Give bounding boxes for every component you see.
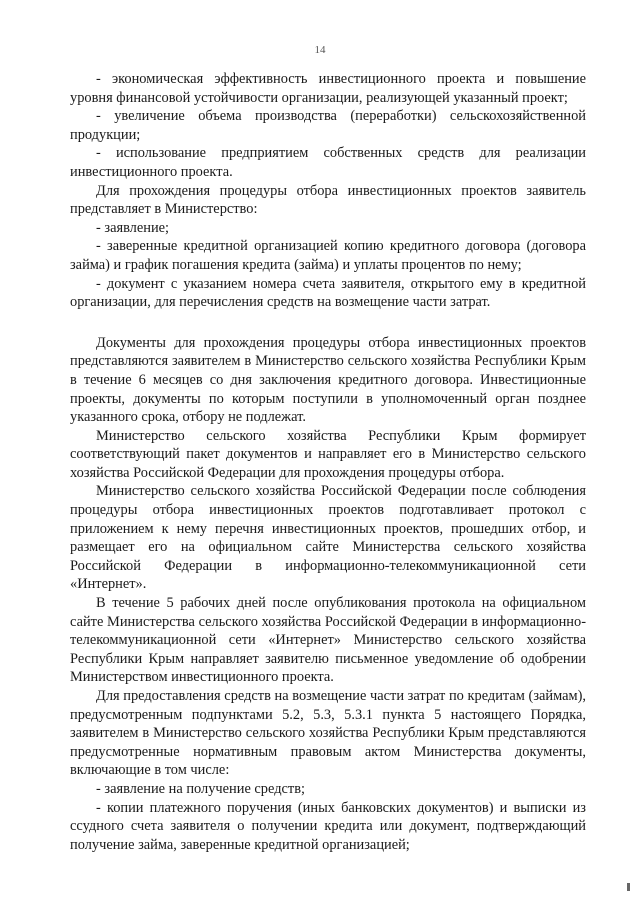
paragraph-ministry-russia: Министерство сельского хозяйства Российской Федерации после соблюдения процедуры отбора инвестиционных проектов подготавливает протокол с приложением к нему перечня инвестиционных проектов, прошедших отбор, и размещает его на официальном сайте Министерства сельского хозяйства Российской Федерации в информационно-телекоммуникационной сети «Интернет». bbox=[70, 483, 586, 593]
paragraph-bullet-own-funds: - использование предприятием собственных средств для реализации инвестиционного проекта. bbox=[70, 145, 586, 180]
paragraph-ministry-crimea: Министерство сельского хозяйства Республики Крым формирует соответствующий пакет документов и направляет его в Министерство сельского хозяйства Российской Федерации для прохождения процедуры отбора. bbox=[70, 427, 586, 481]
document-body bbox=[70, 70, 586, 854]
paragraph-bullet-production: - увеличение объема производства (переработки) сельскохозяйственной продукции; bbox=[70, 108, 586, 143]
paragraph-selection-documents: Для прохождения процедуры отбора инвестиционных проектов заявитель представляет в Министерство: bbox=[70, 182, 586, 218]
paragraph-bullet-credit-agreement: - заверенные кредитной организацией копию кредитного договора (договора займа) и график погашения кредита (займа) и уплаты процентов по нему; bbox=[70, 238, 586, 273]
paragraph-notification: В течение 5 рабочих дней после опубликования протокола на официальном сайте Министерства сельского хозяйства Российской Федерации в информационно-телекоммуникационной сети «Интернет» Министерство сельского хозяйства Республики Крым направляет заявителю письменное уведомление об одобрении Министерством инвестиционного проекта. bbox=[70, 595, 586, 686]
paragraph-bullet-application: - заявление; bbox=[96, 219, 170, 236]
paragraph-bullet-account-document: - документ с указанием номера счета заявителя, открытого ему в кредитной организации, для перечисления средств на возмещение части затрат. bbox=[70, 275, 586, 311]
paragraph-bullet-efficiency: - экономическая эффективность инвестиционного проекта и повышение уровня финансовой устойчивости организации, реализующей указанный проект; bbox=[70, 71, 586, 106]
page-number: 14 bbox=[314, 44, 326, 56]
paragraph-bullet-funds-application: - заявление на получение средств; bbox=[96, 780, 305, 797]
paragraph-compensation: Для предоставления средств на возмещение части затрат по кредитам (займам), предусмотренным подпунктами 5.2, 5.3, 5.3.1 пункта 5 настоящего Порядка, заявителем в Министерство сельского хозяйства Республики Крым представляются предусмотренные нормативным правовым актом Министерства документы, включающие в том числе: bbox=[70, 688, 586, 779]
scan-mark bbox=[627, 883, 630, 891]
paragraph-bullet-payment-copies: - копии платежного поручения (иных банковских документов) и выписки из ссудного счета заявителя о получении кредита или документ, подтверждающий получение займа, заверенные кредитной организацией; bbox=[70, 799, 586, 853]
paragraph-submission-deadline: Документы для прохождения процедуры отбора инвестиционных проектов представляются заявителем в Министерство сельского хозяйства Республики Крым в течение 6 месяцев со дня заключения кредитного договора. Инвестиционные проекты, документы по которым поступили в уполномоченный орган позднее указанного срока, отбору не подлежат. bbox=[70, 334, 586, 426]
